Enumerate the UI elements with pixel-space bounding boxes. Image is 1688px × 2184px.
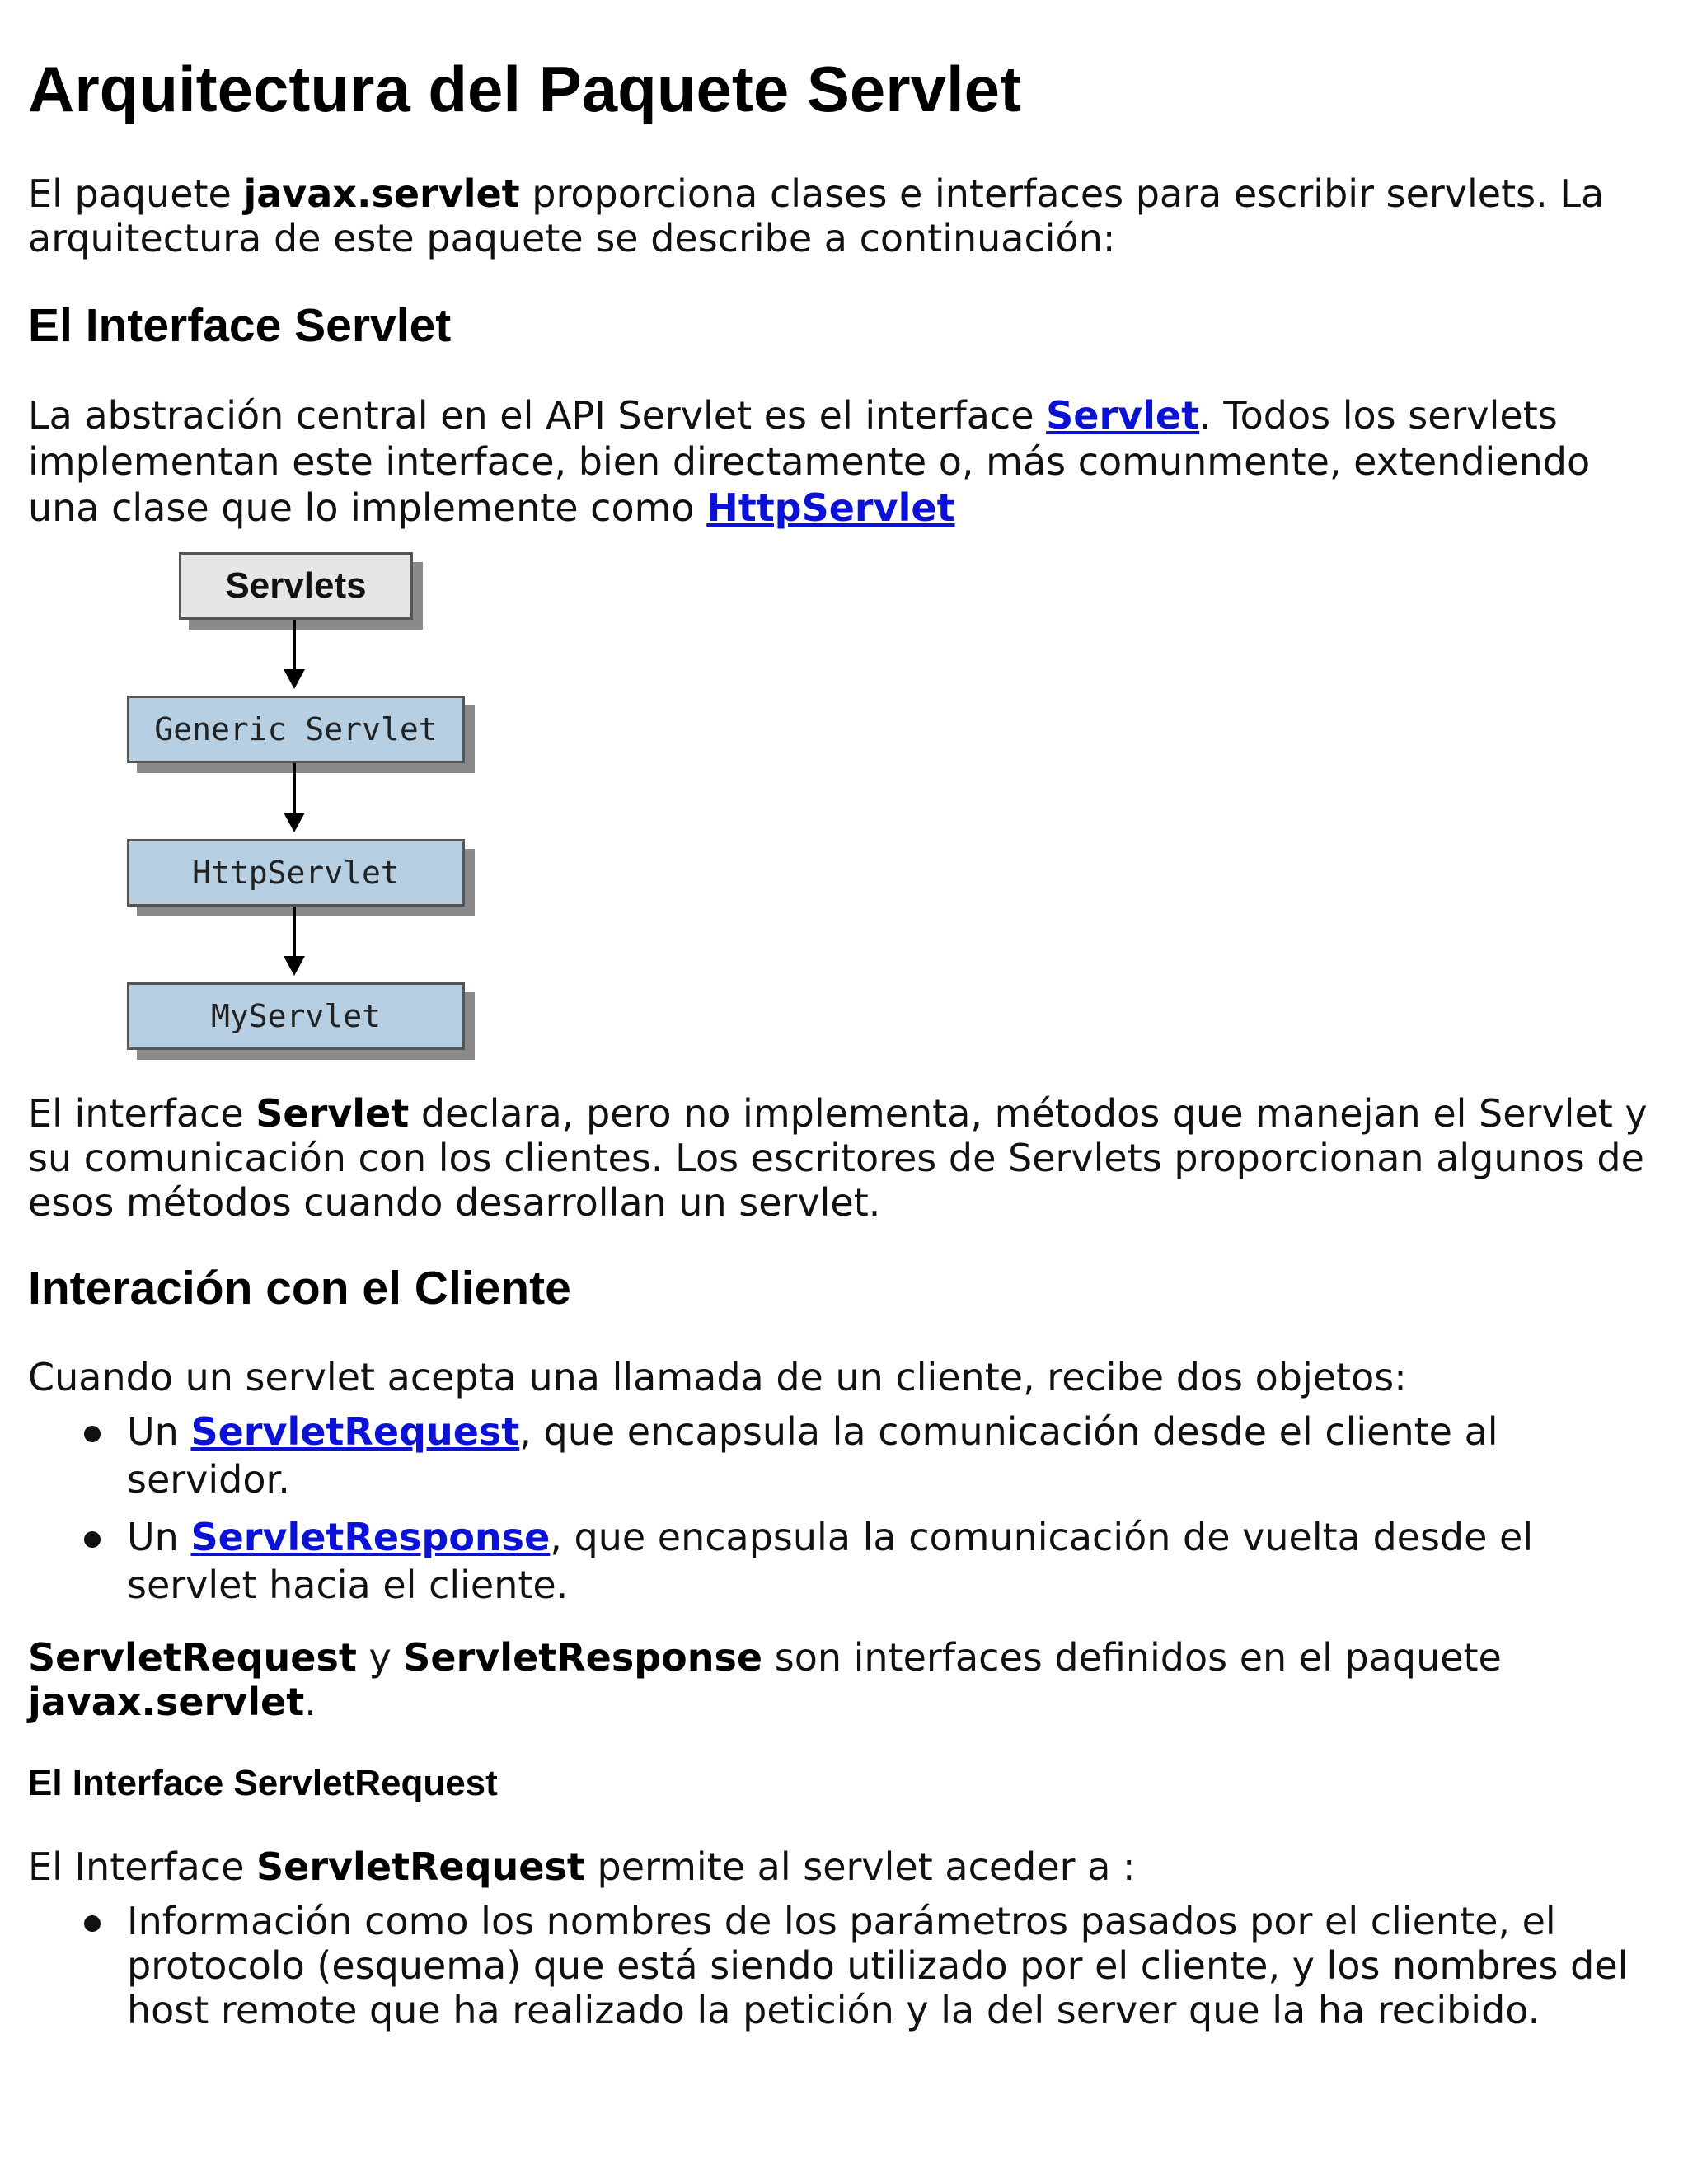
servletresponse-link[interactable]: ServletResponse — [190, 1515, 551, 1559]
heading-client-interaction: Interación con el Cliente — [28, 1262, 571, 1315]
request-item1-text: Información como los nombres de los parámetros pasados por el cliente, el protocolo (esquema) que está siendo utilizado por el cliente, y los nombres del host remote que ha realizado la petición y la del server que la ha recibido. — [127, 1899, 1629, 2032]
intro-paragraph — [28, 171, 1668, 260]
request-lead-bold: ServletRequest — [256, 1844, 585, 1889]
bullet-icon — [84, 1531, 101, 1548]
servlet-p2-bold: Servlet — [256, 1091, 410, 1136]
client-item1-text-2: , que encapsula la comunicación desde el cliente al servidor. — [127, 1409, 1498, 1502]
heading-interface-servlet: El Interface Servlet — [28, 299, 452, 352]
heading-servletrequest-interface: El Interface ServletRequest — [28, 1763, 498, 1803]
summary-text-1: y — [356, 1635, 404, 1680]
arrow-down-icon — [284, 669, 305, 689]
diagram-box-servlets: Servlets — [179, 552, 413, 620]
summary-package: javax.servlet — [28, 1680, 305, 1724]
diagram-connector-2 — [293, 763, 296, 813]
summary-text-2: son interfaces definidos en el paquete — [762, 1635, 1502, 1680]
client-lead: Cuando un servlet acepta una llamada de un cliente, recibe dos objetos: — [28, 1355, 1407, 1399]
list-item — [127, 1408, 1660, 1503]
page-title: Arquitectura del Paquete Servlet — [28, 53, 1022, 125]
servlet-paragraph-1 — [28, 392, 1668, 531]
diagram-box-myservlet: MyServlet — [127, 982, 465, 1050]
intro-text-1: El paquete — [28, 171, 244, 216]
client-item1-text-1: Un — [127, 1409, 191, 1454]
intro-text-2: proporciona clases e interfaces para escribir servlets. La arquitectura de este paquete se describe a continuación: — [28, 171, 1605, 260]
diagram-connector-1 — [293, 620, 296, 669]
httpservlet-link[interactable]: HttpServlet — [706, 485, 955, 530]
list-item — [127, 1513, 1660, 1609]
arrow-down-icon — [284, 813, 305, 832]
servlet-p2-text-1: El interface — [28, 1091, 256, 1136]
diagram-box-httpservlet: HttpServlet — [127, 839, 465, 907]
client-summary — [28, 1635, 1668, 1724]
intro-package-name: javax.servlet — [243, 171, 520, 216]
arrow-down-icon — [284, 956, 305, 976]
client-item2-text-1: Un — [127, 1515, 191, 1559]
servlet-p1-text-1: La abstración central en el API Servlet es el interface — [28, 393, 1047, 438]
request-lead-text-1: El Interface — [28, 1844, 257, 1889]
summary-text-3: . — [304, 1680, 316, 1724]
servletrequest-link[interactable]: ServletRequest — [190, 1409, 520, 1454]
servlet-paragraph-2 — [28, 1091, 1668, 1225]
bullet-icon — [84, 1426, 101, 1442]
request-lead-text-2: permite al servlet aceder a : — [584, 1844, 1136, 1889]
client-item2-text-2: , que encapsula la comunicación de vuelta desde el servlet hacia el cliente. — [127, 1515, 1534, 1607]
summary-servletrequest: ServletRequest — [28, 1635, 357, 1680]
summary-servletresponse: ServletResponse — [403, 1635, 763, 1680]
request-lead — [28, 1844, 1668, 1889]
diagram-box-generic-servlet: Generic Servlet — [127, 696, 465, 763]
servlet-p2-text-2: declara, pero no implementa, métodos que manejan el Servlet y su comunicación con los clientes. Los escritores de Servlets proporcionan algunos de esos métodos cuando desarrollan un servlet. — [28, 1091, 1648, 1225]
bullet-icon — [84, 1915, 101, 1932]
servlet-p1-text-2: . Todos los servlets implementan este interface, bien directamente o, más comunmente, extendiendo una clase que lo implemente como — [28, 393, 1591, 530]
servlet-link[interactable]: Servlet — [1046, 393, 1200, 438]
diagram-connector-3 — [293, 907, 296, 956]
list-item — [127, 1899, 1660, 2032]
